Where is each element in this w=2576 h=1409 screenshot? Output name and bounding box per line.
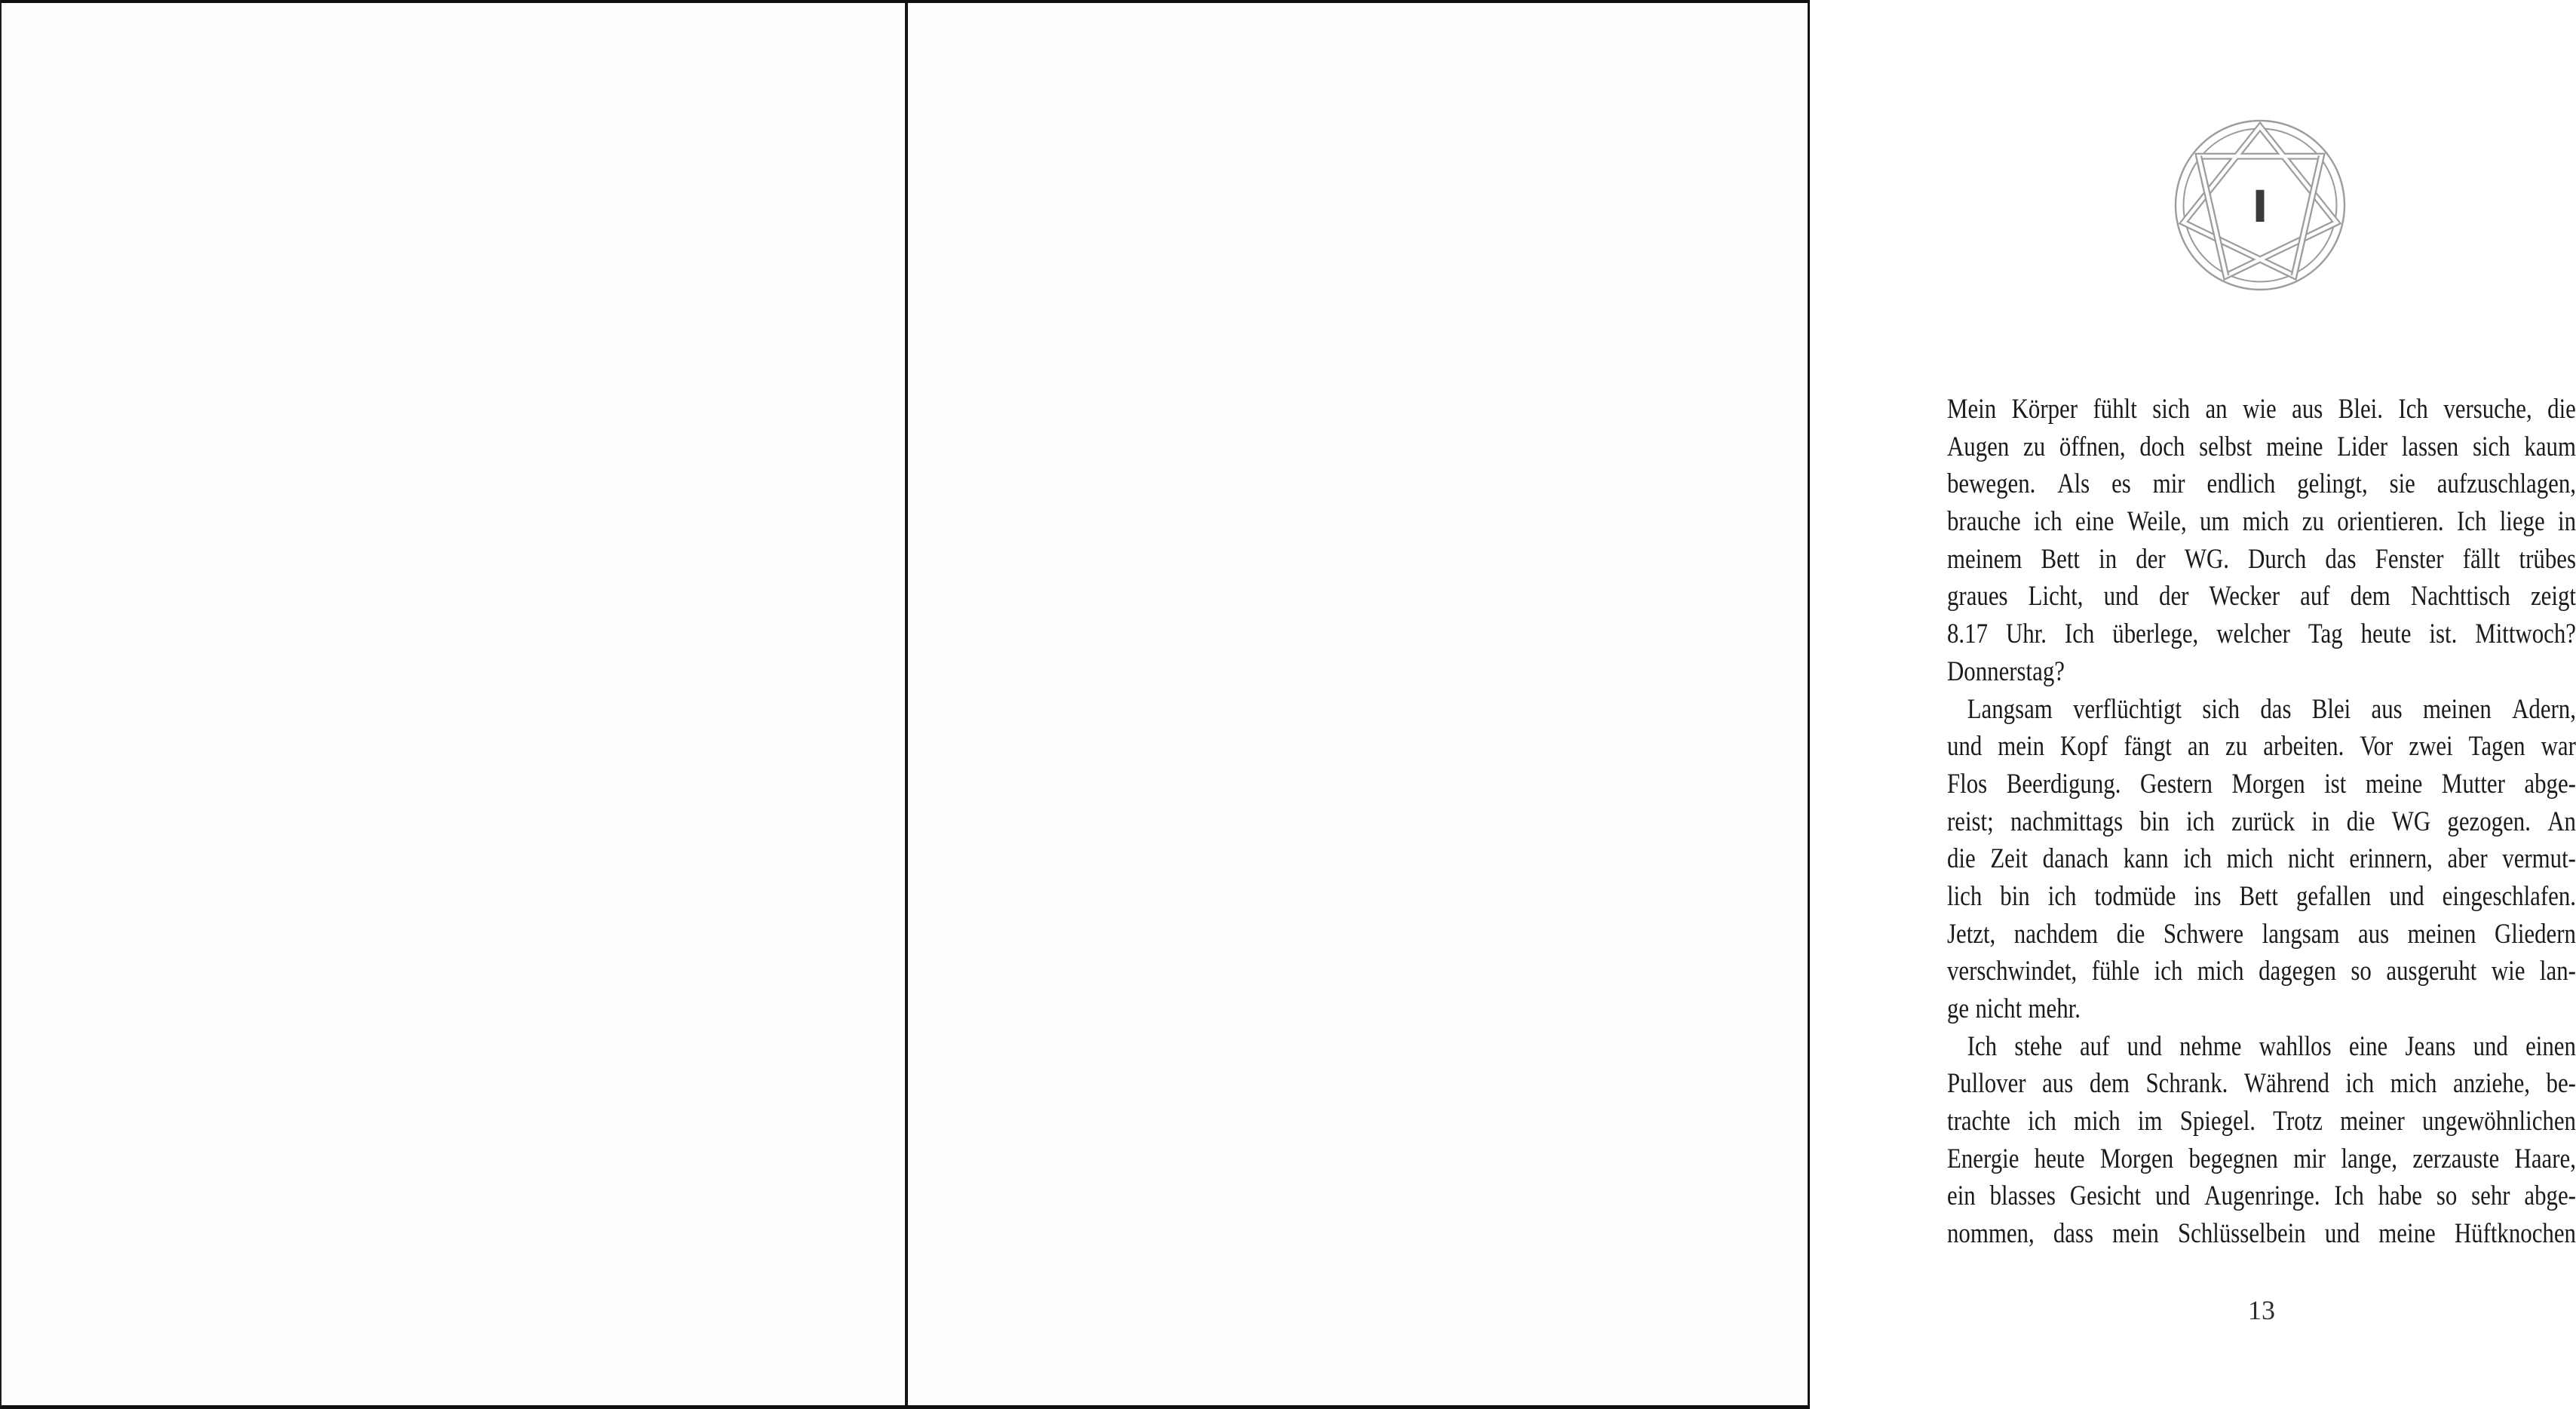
- text-line: Ich stehe auf und nehme wahllos eine Jeans und einen: [1967, 1030, 2576, 1062]
- text-line: Donnerstag?: [1947, 655, 2065, 687]
- page-number: 13: [2248, 1295, 2275, 1325]
- left-page: [2, 3, 905, 1405]
- text-line: trachte ich mich im Spiegel. Trotz meiner ungewöhnlichen: [1947, 1106, 2576, 1137]
- text-line: nommen, dass mein Schlüsselbein und meine Hüftknochen: [1947, 1218, 2576, 1250]
- text-line: Mein Körper fühlt sich an wie aus Blei. Ich versuche, die: [1947, 394, 2576, 425]
- text-line: Flos Beerdigung. Gestern Morgen ist meine Mutter abge-: [1947, 768, 2576, 800]
- text-line: reist; nachmittags bin ich zurück in die WG gezogen. An: [1947, 806, 2576, 837]
- text-line: ge nicht mehr.: [1947, 993, 2081, 1024]
- text-line: lich bin ich todmüde ins Bett gefallen und eingeschlafen.: [1947, 880, 2576, 912]
- text-line: bewegen. Als es mir endlich gelingt, sie aufzuschlagen,: [1947, 468, 2576, 500]
- text-line: 8.17 Uhr. Ich überlege, welcher Tag heute ist. Mittwoch?: [1947, 619, 2576, 650]
- text-line: die Zeit danach kann ich mich nicht erinnern, aber vermut-: [1947, 843, 2576, 875]
- chapter-number: I: [2252, 181, 2268, 232]
- text-line: Jetzt, nachdem die Schwere langsam aus meinen Gliedern: [1947, 918, 2576, 950]
- text-line: meinem Bett in der WG. Durch das Fenster fällt trübes: [1947, 543, 2576, 575]
- text-line: Augen zu öffnen, doch selbst meine Lider lassen sich kaum: [1947, 431, 2576, 462]
- text-line: ein blasses Gesicht und Augenringe. Ich habe so sehr abge-: [1947, 1180, 2576, 1212]
- text-line: brauche ich eine Weile, um mich zu orientieren. Ich liege in: [1947, 506, 2576, 538]
- body-text: [1947, 391, 2576, 1253]
- text-line: Pullover aus dem Schrank. Während ich mich anziehe, be-: [1947, 1068, 2576, 1100]
- text-line: Langsam verflüchtigt sich das Blei aus meinen Adern,: [1967, 693, 2576, 725]
- chapter-ornament: [2172, 117, 2348, 293]
- right-page: [908, 3, 2576, 1405]
- text-line: Energie heute Morgen begegnen mir lange, zerzauste Haare,: [1947, 1143, 2576, 1174]
- text-line: verschwindet, fühle ich mich dagegen so ausgeruht wie lan-: [1947, 956, 2576, 987]
- text-line: und mein Kopf fängt an zu arbeiten. Vor zwei Tagen war: [1947, 731, 2576, 763]
- text-line: graues Licht, und der Wecker auf dem Nachttisch zeigt: [1947, 581, 2576, 612]
